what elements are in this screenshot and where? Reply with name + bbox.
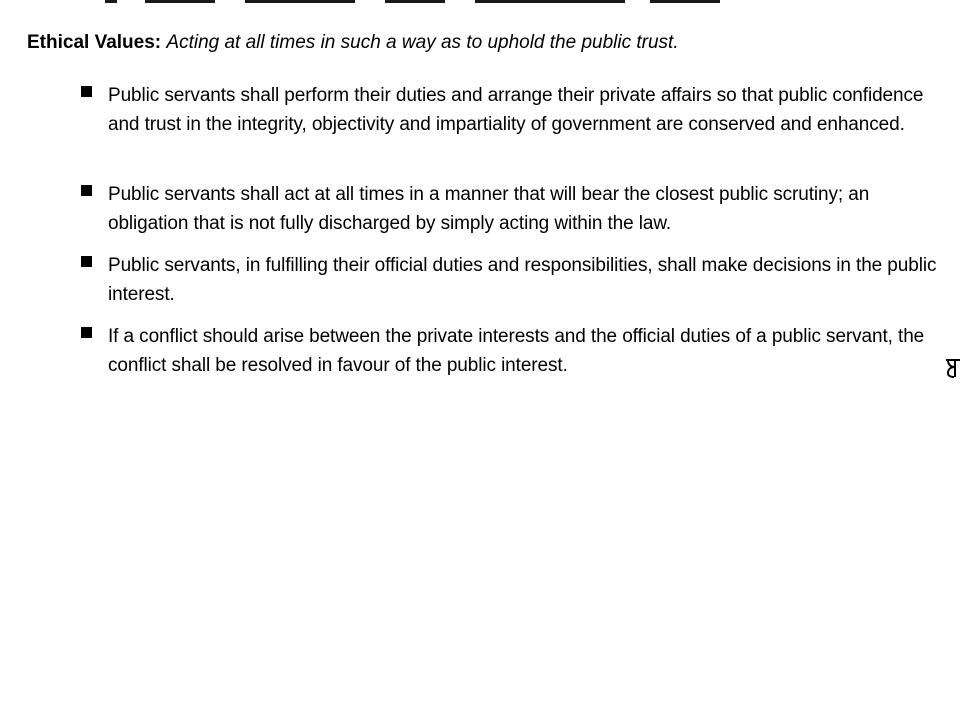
cut-off-text-line (105, 0, 725, 4)
square-bullet-icon (81, 185, 92, 196)
square-bullet-icon (81, 86, 92, 97)
list-item-text: Public servants shall act at all times in a manner that will bear the closest public scrutiny; an obligation that is not fully discharged by simply acting within the law. (108, 184, 870, 234)
heading-description: Acting at all times in such a way as to uphold the public trust. (166, 32, 679, 53)
list-item-text: Public servants shall perform their duties and arrange their private affairs so that public confidence and trust in the integrity, objectivity and impartiality of government are conserved and enhanced. (108, 85, 924, 135)
square-bullet-icon (81, 327, 92, 338)
list-item-text: If a conflict should arise between the private interests and the official duties of a public servant, the conflict shall be resolved in favour of the public interest. (108, 326, 925, 376)
heading-label: Ethical Values: (27, 32, 162, 53)
square-bullet-icon (81, 256, 92, 267)
cut-off-glyph-icon (945, 357, 960, 379)
ethical-values-heading (27, 31, 679, 55)
list-item-text: Public servants, in fulfilling their official duties and responsibilities, shall make decisions in the public interest. (108, 255, 937, 305)
